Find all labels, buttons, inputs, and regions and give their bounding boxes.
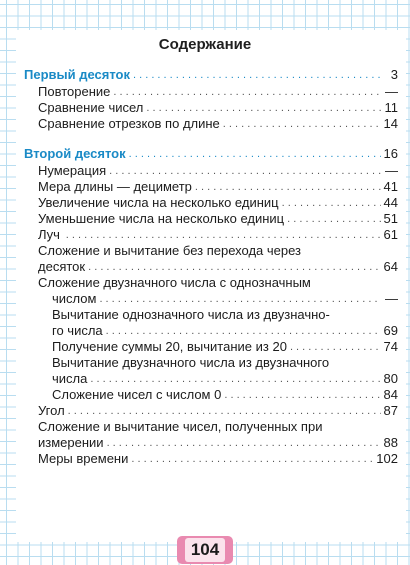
- toc-entry-page: —: [385, 163, 398, 178]
- toc-leader-dots: [224, 389, 380, 402]
- toc-section-first-ten[interactable]: [24, 67, 398, 82]
- toc-entry-text: Сравнение отрезков по длине: [38, 116, 220, 131]
- toc-entry-page: 80: [383, 371, 398, 386]
- toc-entry-add-zero[interactable]: [52, 387, 398, 402]
- toc-entry-measured-numbers[interactable]: [38, 435, 398, 450]
- toc-entry-page: 11: [384, 100, 398, 115]
- toc-leader-dots: [106, 325, 381, 338]
- toc-entry-text-line1: Вычитание двузначного числа из двузначного: [52, 355, 330, 370]
- toc-entry-page: 84: [383, 387, 398, 402]
- toc-entry-two-digit-plus-one-digit[interactable]: [52, 291, 398, 306]
- toc-entry-text: Луч: [38, 227, 60, 242]
- toc-entry-page: 87: [383, 403, 398, 418]
- toc-entry-text: Сравнение чисел: [38, 100, 144, 115]
- toc-leader-dots: [90, 373, 380, 386]
- toc-leader-dots: [107, 437, 381, 450]
- toc-entry-page: 41: [383, 179, 398, 194]
- toc-entry-text: Получение суммы 20, вычитание из 20: [52, 339, 287, 354]
- toc-leader-dots: [282, 197, 381, 210]
- toc-leader-dots: [109, 165, 381, 178]
- toc-entry-sub-one-from-two-digit[interactable]: [52, 323, 398, 338]
- toc-section-second-ten[interactable]: [24, 146, 398, 161]
- toc-leader-dots: [68, 405, 381, 418]
- toc-leader-dots: [195, 181, 381, 194]
- toc-leader-dots: [287, 213, 380, 226]
- toc-entry-numeration[interactable]: [38, 163, 398, 178]
- toc-entry-text: Уменьшение числа на несколько единиц: [38, 211, 285, 226]
- toc-entry-add-sub-no-carry[interactable]: [38, 259, 398, 274]
- toc-entry-page: 44: [383, 195, 398, 210]
- toc-entry-text-line1: Сложение и вычитание без перехода через: [38, 243, 302, 258]
- toc-leader-dots: [99, 293, 381, 306]
- toc-entry-angle[interactable]: [38, 403, 398, 418]
- toc-entry-repetition[interactable]: [38, 84, 398, 99]
- toc-entry-page: 88: [383, 435, 398, 450]
- toc-entry-sum-twenty[interactable]: [52, 339, 398, 354]
- page-number: 104: [185, 538, 225, 562]
- toc-entry-text: измерении: [38, 435, 104, 450]
- toc-leader-dots: [133, 69, 381, 82]
- toc-entry-text: числом: [52, 291, 97, 306]
- toc-entry-page: 16: [383, 146, 398, 161]
- toc-entry-text: Меры времени: [38, 451, 129, 466]
- toc-entry-text: го числа: [52, 323, 103, 338]
- toc-leader-dots: [113, 86, 381, 99]
- toc-leader-dots: [63, 229, 381, 242]
- toc-entry-page: 14: [383, 116, 398, 131]
- toc-entry-page: 64: [383, 259, 398, 274]
- toc-entry-increase[interactable]: [38, 195, 398, 210]
- toc-leader-dots: [88, 261, 380, 274]
- toc-entry-text: Угол: [38, 403, 65, 418]
- toc-entry-page: 61: [383, 227, 398, 242]
- toc-entry-text: Нумерация: [38, 163, 107, 178]
- toc-entry-text-line1: Сложение и вычитание чисел, полученных при: [38, 419, 323, 434]
- toc-entry-time-measures[interactable]: [38, 451, 398, 466]
- toc-entry-text: десяток: [38, 259, 86, 274]
- toc-entry-text: Первый десяток: [24, 67, 130, 82]
- toc-entry-text-line1: Сложение двузначного числа с однозначным: [38, 275, 311, 290]
- toc-entry-text: числа: [52, 371, 88, 386]
- toc-leader-dots: [129, 148, 381, 161]
- toc-entry-text: Мера длины — дециметр: [38, 179, 192, 194]
- toc-entry-compare-segments[interactable]: [38, 116, 398, 131]
- toc-entry-page: —: [385, 84, 398, 99]
- page-number-badge: [177, 536, 233, 564]
- toc-entry-text: Повторение: [38, 84, 111, 99]
- toc-entry-text: Сложение чисел с числом 0: [52, 387, 222, 402]
- toc-entry-sub-two-from-two-digit[interactable]: [52, 371, 398, 386]
- toc-leader-dots: [223, 118, 381, 131]
- toc-entry-page: 74: [383, 339, 398, 354]
- toc-entry-page: 51: [383, 211, 398, 226]
- toc-leader-dots: [146, 102, 381, 115]
- page-title: Содержание: [158, 36, 252, 53]
- toc-entry-page: —: [385, 291, 398, 306]
- toc-entry-compare-numbers[interactable]: [38, 100, 398, 115]
- toc-entry-page: 102: [376, 451, 398, 466]
- toc-entry-ray[interactable]: [38, 227, 398, 242]
- toc-entry-page: 69: [383, 323, 398, 338]
- toc-entry-text: Увеличение числа на несколько единиц: [38, 195, 279, 210]
- toc-entry-page: 3: [390, 67, 398, 82]
- toc-entry-text-line1: Вычитание однозначного числа из двузначно-: [52, 307, 330, 322]
- toc-entry-decrease[interactable]: [38, 211, 398, 226]
- toc-leader-dots: [290, 341, 381, 354]
- toc-entry-decimeter[interactable]: [38, 179, 398, 194]
- toc-leader-dots: [131, 453, 373, 466]
- toc-entry-text: Второй десяток: [24, 146, 126, 161]
